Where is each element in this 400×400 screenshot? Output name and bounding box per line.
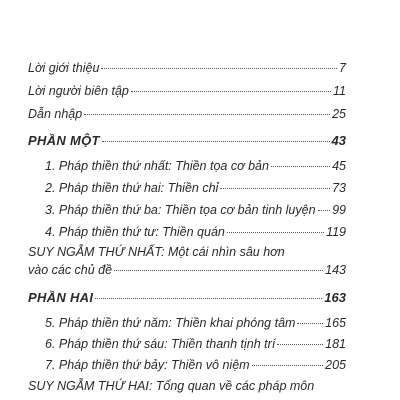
toc-page-number: 143 [325, 263, 346, 277]
leader-dots [220, 188, 330, 189]
leader-dots [102, 141, 330, 142]
leader-dots [227, 232, 324, 233]
toc-entry-reflection-1[interactable] [28, 262, 346, 278]
toc-entry-chapter-5[interactable] [45, 315, 346, 331]
toc-entry-label: Lời giới thiệu [28, 61, 100, 75]
toc-entry-label: Dẫn nhập [28, 107, 83, 121]
toc-page-number: 7 [339, 61, 346, 75]
toc-page-number: 43 [331, 133, 346, 148]
toc-entry-label: 1. Pháp thiền thứ nhất: Thiền tọa cơ bản [45, 159, 269, 173]
leader-dots [131, 91, 331, 92]
leader-dots [84, 114, 330, 115]
toc-entry-chapter-6[interactable] [45, 336, 346, 352]
toc-entry-intro[interactable] [28, 60, 346, 76]
leader-dots [101, 68, 337, 69]
toc-page-number: 119 [326, 225, 346, 239]
toc-entry-label: 4. Pháp thiền thứ tư: Thiền quán [45, 225, 225, 239]
toc-part-two[interactable] [28, 290, 346, 306]
toc-entry-chapter-3[interactable] [45, 202, 346, 218]
toc-page-number: 181 [325, 337, 346, 351]
toc-entry-chapter-2[interactable] [45, 180, 346, 196]
toc-page-number: 165 [325, 316, 346, 330]
toc-page-number: 99 [332, 203, 346, 217]
toc-reflection-2-line1[interactable]: SUY NGẪM THỨ HAI: Tổng quan về các pháp môn [28, 379, 315, 393]
toc-entry-chapter-4[interactable] [45, 224, 346, 240]
toc-reflection-1-line1[interactable]: SUY NGẪM THỨ NHẤT: Một cái nhìn sâu hơn [28, 245, 285, 259]
toc-part-label: PHẦN HAI [28, 290, 94, 305]
toc-entry-chapter-7[interactable] [45, 357, 346, 373]
toc-entry-label: vào các chủ đề [28, 263, 113, 277]
toc-entry-preface[interactable] [28, 106, 346, 122]
leader-dots [297, 323, 323, 324]
leader-dots [277, 344, 323, 345]
leader-dots [114, 270, 323, 271]
leader-dots [95, 298, 322, 299]
toc-page-number: 163 [324, 290, 346, 305]
toc-page-number: 45 [332, 159, 346, 173]
toc-entry-label: 7. Pháp thiền thứ bảy: Thiền vô niệm [45, 358, 250, 372]
toc-entry-label: 3. Pháp thiền thứ ba: Thiền tọa cơ bản tinh luyện [45, 203, 316, 217]
toc-page-number: 73 [332, 181, 346, 195]
toc-entry-label: Lời người biên tập [28, 84, 129, 98]
toc-entry-label: 2. Pháp thiền thứ hai: Thiền chỉ [45, 181, 219, 195]
toc-entry-chapter-1[interactable] [45, 158, 346, 174]
toc-part-label: PHẦN MỘT [28, 133, 100, 148]
leader-dots [252, 365, 324, 366]
toc-page-number: 25 [332, 107, 346, 121]
toc-page-number: 11 [333, 84, 346, 98]
toc-entry-label: 6. Pháp thiền thứ sáu: Thiền thanh tịnh trí [45, 337, 276, 351]
leader-dots [271, 166, 330, 167]
toc-page-number: 205 [325, 358, 346, 372]
toc-entry-editor-note[interactable] [28, 83, 346, 99]
leader-dots [318, 210, 331, 211]
toc-entry-label: 5. Pháp thiền thứ năm: Thiền khai phóng tâm [45, 316, 296, 330]
toc-part-one[interactable] [28, 133, 346, 149]
